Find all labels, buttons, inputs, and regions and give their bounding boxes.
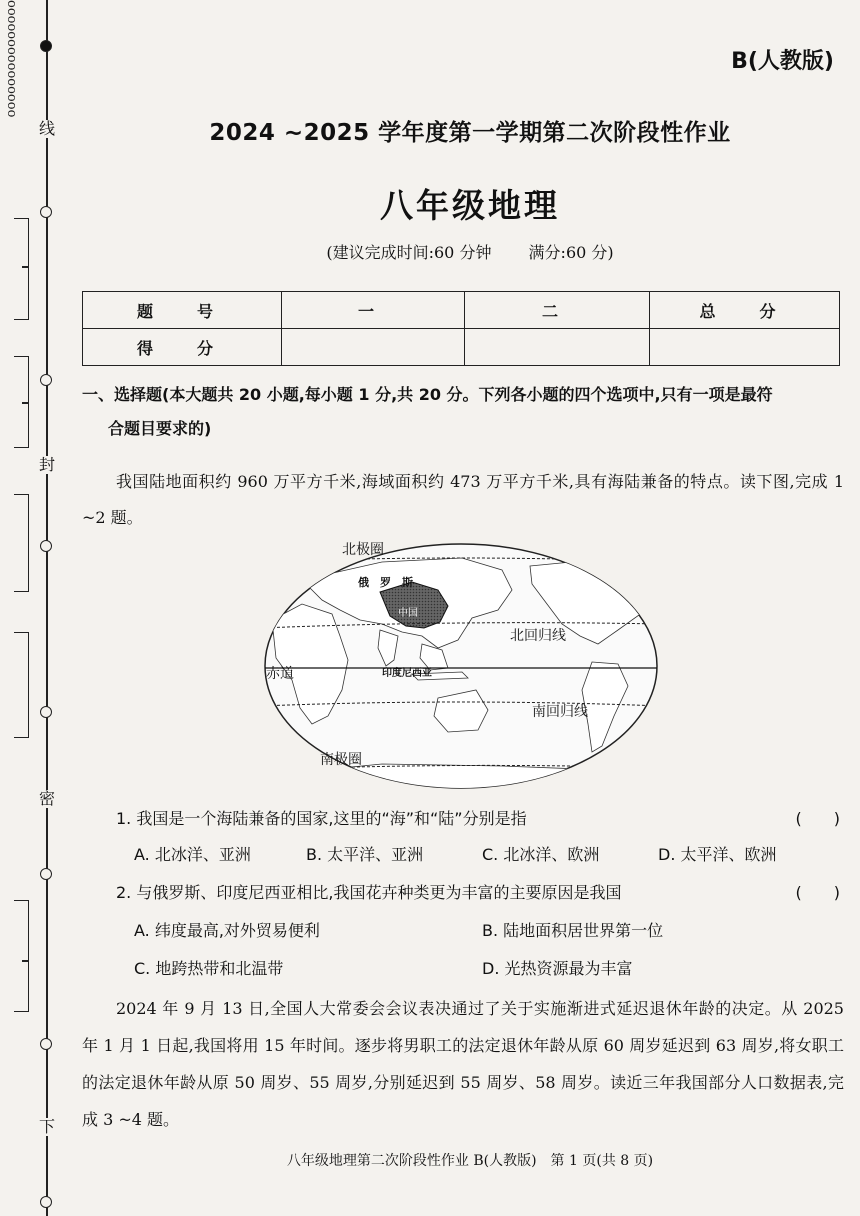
edge-marks: ooooooooooooooo (4, 0, 19, 118)
world-map (262, 540, 660, 792)
binding-line (46, 0, 48, 1216)
binding-hole (40, 868, 52, 880)
table-cell: 题 号 (83, 292, 282, 329)
option-c[interactable]: C. 北冰洋、欧洲 (482, 845, 600, 864)
label-russia: 俄 罗 斯 (358, 576, 413, 589)
answer-blank[interactable]: ( ) (795, 809, 840, 828)
table-row (83, 292, 840, 329)
binding-bracket (14, 900, 29, 1012)
option-a[interactable]: A. 纬度最高,对外贸易便利 (134, 921, 320, 940)
question-2 (116, 878, 844, 908)
exam-info (80, 240, 860, 263)
binding-tick (22, 266, 28, 268)
binding-hole (40, 1038, 52, 1050)
option-b[interactable]: B. 太平洋、亚洲 (306, 845, 424, 864)
binding-hole (40, 374, 52, 386)
option-b[interactable]: B. 陆地面积居世界第一位 (482, 921, 664, 940)
time-info: (建议完成时间:60 分钟 (326, 243, 492, 262)
score-input-cell[interactable] (282, 329, 465, 366)
binding-bracket (14, 632, 29, 738)
table-cell: 得 分 (83, 329, 282, 366)
label-equator: 赤道 (266, 666, 294, 682)
binding-bracket (14, 494, 29, 592)
binding-tick (22, 402, 28, 404)
binding-label-below: 下 (38, 1117, 55, 1136)
question-1 (116, 804, 844, 834)
page-footer: 八年级地理第二次阶段性作业 B(人教版) 第 1 页(共 8 页) (286, 1153, 654, 1169)
label-indonesia: 印度尼西亚 (382, 668, 432, 679)
table-cell: 二 (465, 292, 650, 329)
binding-label-secret: 密 (38, 789, 55, 808)
binding-hole (40, 206, 52, 218)
binding-margin (0, 0, 72, 1216)
label-china: 中国 (398, 608, 418, 619)
intro-paragraph: 我国陆地面积约 960 万平方千米,海域面积约 473 万平方千米,具有海陆兼备的特点。读下图,完成 1 ~2 题。 (82, 472, 844, 527)
table-cell: 一 (282, 292, 465, 329)
score-input-cell[interactable] (465, 329, 650, 366)
label-tropic-capricorn: 南回归线 (532, 704, 588, 720)
binding-hole (40, 40, 52, 52)
subject-title: 八年级地理 (380, 186, 560, 225)
binding-label-seal: 封 (38, 455, 55, 474)
binding-bracket (14, 218, 29, 320)
table-row (83, 329, 840, 366)
edition-label: B(人教版) (731, 49, 834, 74)
section-heading (82, 378, 842, 446)
answer-blank[interactable]: ( ) (795, 883, 840, 902)
binding-hole (40, 706, 52, 718)
option-c[interactable]: C. 地跨热带和北温带 (134, 959, 284, 978)
score-info: 满分:60 分) (528, 243, 614, 262)
label-arctic-circle: 北极圈 (342, 542, 384, 558)
section-heading-line: 一、选择题(本大题共 20 小题,每小题 1 分,共 20 分。下列各小题的四个选项中,只有一项是最符 (82, 385, 773, 404)
landmass-antarctica (262, 764, 660, 792)
label-tropic-cancer: 北回归线 (510, 628, 566, 644)
exam-title: 2024 ~2025 学年度第一学期第二次阶段性作业 (209, 120, 731, 146)
question-stem: 2. 与俄罗斯、印度尼西亚相比,我国花卉种类更为丰富的主要原因是我国 (116, 883, 622, 902)
score-input-cell[interactable] (650, 329, 840, 366)
option-a[interactable]: A. 北冰洋、亚洲 (134, 845, 251, 864)
binding-hole (40, 540, 52, 552)
table-cell: 总 分 (650, 292, 840, 329)
question-stem: 1. 我国是一个海陆兼备的国家,这里的“海”和“陆”分别是指 (116, 809, 527, 828)
score-table (82, 291, 840, 366)
section-heading-line: 合题目要求的) (108, 419, 212, 438)
option-d[interactable]: D. 光热资源最为丰富 (482, 959, 633, 978)
binding-tick (22, 960, 28, 962)
passage-paragraph: 2024 年 9 月 13 日,全国人大常委会会议表决通过了关于实施渐进式延迟退休年龄的决定。从 2025 年 1 月 1 日起,我国将用 15 年时间。逐步将男职工的法定退休年龄从原 60 周岁延迟到 63 周岁,将女职工的法定退休年龄从原 50 周岁、55 周岁,分别延迟到 55 周岁、58 周岁。读近三年我国部分人口数据表,完成 3 ~4 题。 (82, 999, 844, 1129)
binding-label-line: 线 (38, 119, 55, 138)
label-antarctic-circle: 南极圈 (320, 752, 362, 768)
option-d[interactable]: D. 太平洋、欧洲 (658, 845, 777, 864)
binding-hole (40, 1196, 52, 1208)
